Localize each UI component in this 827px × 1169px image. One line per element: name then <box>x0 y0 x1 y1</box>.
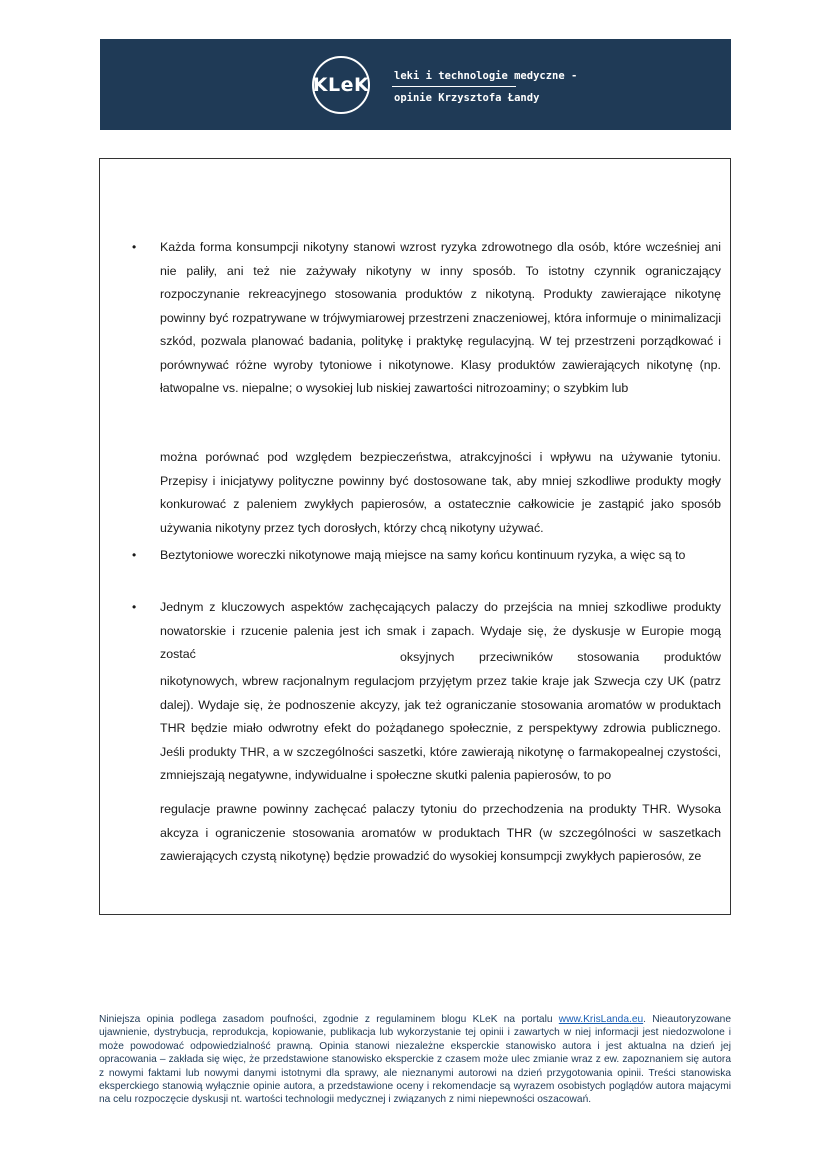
footer-text-start: Niniejsza opinia podlega zasadom poufności, zgodnie z regulaminem blogu KLeK na portalu <box>99 1014 559 1025</box>
tagline-line-1: leki i technologie medyczne - <box>394 70 578 82</box>
bullet-2: • <box>132 548 137 562</box>
paragraph-3: Jednym z kluczowych aspektów zachęcających palaczy do przejścia na mniej szkodliwe produkty nowatorskie i rzucenie palenia jest ich smak i zapach. Wydaje się, że dyskusje w Europie mogą zostać <box>160 600 721 661</box>
bullet-1: • <box>132 240 137 254</box>
paragraph-1-continuation: można porównać pod względem bezpieczeństwa, atrakcyjności i wpływu na używanie tytoniu. Przepisy i inicjatywy polityczne powinny być dostosowane tak, aby mniej szkodliwe produkty mogły konkurować z paleniem zwykłych papierosów, a ostatecznie całkowicie je zastąpić jako sposób używania nikotyny przez tych dorosłych, którzy chcą nikotyny używać. <box>160 450 721 535</box>
paragraph-3-fragment: oksyjnych przeciwników stosowania produktów <box>400 650 721 664</box>
klek-logo <box>312 56 370 114</box>
portal-link[interactable]: www.KrisLanda.eu <box>558 1014 644 1025</box>
paragraph-1: Każda forma konsumpcji nikotyny stanowi wzrost ryzyka zdrowotnego dla osób, które wcześniej ani nie paliły, ani też nie zażywały nikotyny w inny sposób. To istotny czynnik ograniczający rozpoczynanie rekreacyjnego stosowania produktów z nikotyną. Produkty zawierające nikotynę powinny być rozpatrywane w trójwymiarowej przestrzeni znaczeniowej, która informuje o minimalizacji szkód, pozwala planować badania, politykę i praktykę regulacyjną. W tej przestrzeni porządkować i porównywać różne wyroby tytoniowe i nikotynowe. Klasy produktów zawierających nikotynę (np. łatwopalne vs. niepalne; o wysokiej lub niskiej zawartości nitrozoaminy; o szybkim lub <box>160 240 721 395</box>
tagline-line-2: opinie Krzysztofa Łandy <box>394 92 540 104</box>
confidentiality-footer <box>99 1013 731 1107</box>
logo-text: KLeK <box>312 74 370 96</box>
tagline-divider <box>392 86 516 87</box>
header-banner <box>100 39 731 130</box>
paragraph-3-end: regulacje prawne powinny zachęcać palaczy tytoniu do przechodzenia na produkty THR. Wysoka akcyza i ograniczenie stosowania aromatów w produktach THR (w szczególności w saszetkach zawierających czystą nikotynę) będzie prowadzić do wysokiej konsumpcji zwykłych papierosów, ze <box>160 802 721 863</box>
paragraph-2: Beztytoniowe woreczki nikotynowe mają miejsce na samy końcu kontinuum ryzyka, a więc są to <box>160 548 686 562</box>
bullet-3: • <box>132 600 137 614</box>
paragraph-3-continuation: nikotynowych, wbrew racjonalnym regulacjom przyjętym przez takie kraje jak Szwecja czy UK (patrz dalej). Wydaje się, że podnoszenie akcyzy, jak też ograniczanie stosowania aromatów w produktach THR będzie miało odwrotny efekt do pożądanego społecznie, z perspektywy zdrowia publicznego. Jeśli produkty THR, a w szczególności saszetki, które zawierają nikotynę o farmakopealnej czystości, zmniejszają negatywne, indywidualne i społeczne skutki palenia papierosów, to po <box>160 674 721 782</box>
footer-text-end: . Nieautoryzowane ujawnienie, dystrybucja, reprodukcja, kopiowanie, publikacja lub wykorzystanie tej opinii i zawartych w niej informacji jest niedozwolone i może powodować odpowiedzialność prawną. Opinia stanowi niezależne eksperckie stanowisko autora i jest aktualna na dzień jej opracowania – zakłada się więc, że przedstawione stanowisko eksperckie z czasem może ulec zmianie wraz z ew. zapoznaniem się autora z nowymi faktami lub nowymi danymi istotnymi dla sprawy, ale nieznanymi autorowi na dzień przygotowania opinii. Treści stanowiska eksperckiego stanowią wyłącznie opinie autora, a przedstawione oceny i rekomendacje są wyrazem osobistych poglądów autora mającymi na celu rozpoczęcie dyskusji nt. wartości technologii medycznej i związanych z nimi niepewności oszacowań. <box>99 1014 731 1106</box>
